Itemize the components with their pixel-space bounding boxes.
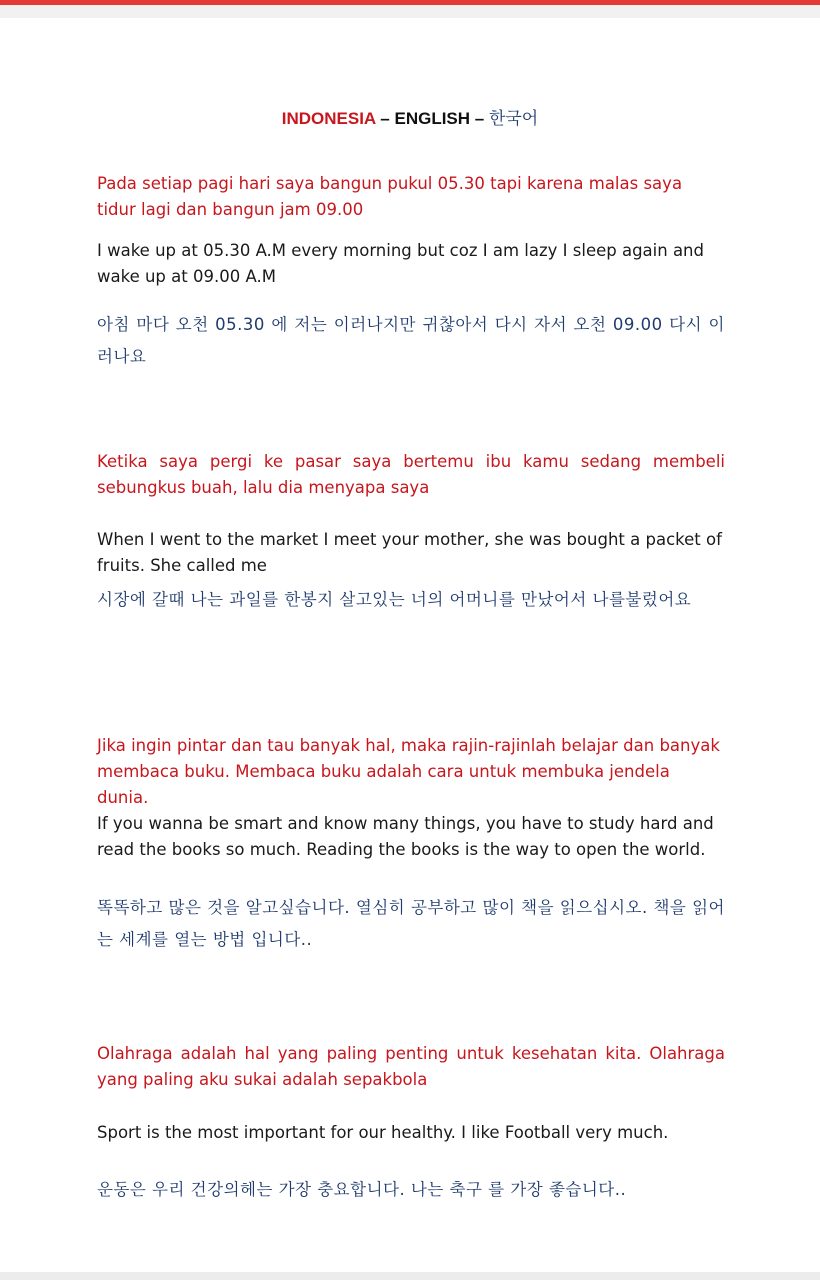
title-separator: – <box>375 109 395 128</box>
korean-text: 시장에 갈때 나는 과일를 한봉지 살고있는 너의 어머니를 만났어서 나를불렀어요 <box>97 590 692 609</box>
document-title <box>0 104 820 129</box>
title-english: ENGLISH <box>394 109 471 128</box>
korean-text: 운동은 우리 건강의헤는 가장 충요합니다. 나는 축구 를 가장 좋습니다.. <box>97 1180 627 1199</box>
title-separator: – <box>470 109 489 128</box>
english-text: Sport is the most important for our healthy. I like Football very much. <box>97 1123 669 1142</box>
title-indonesia: INDONESIA <box>281 109 376 128</box>
english-text: If you wanna be smart and know many things, you have to study hard and read the books so much. Reading the books is the way to open the world. <box>97 814 714 859</box>
indonesian-text: Olahraga adalah hal yang paling penting untuk kesehatan kita. Olahraga yang paling aku sukai adalah sepakbola <box>97 1044 725 1089</box>
english-text: When I went to the market I meet your mother, she was bought a packet of fruits. She called me <box>97 530 722 575</box>
korean-text: 똑똑하고 많은 것을 알고싶습니다. 열심히 공부하고 많이 책을 읽으십시오. 책을 읽어는 세계를 열는 방법 입니다.. <box>97 898 725 949</box>
title-korean: 한국어 <box>488 109 539 128</box>
indonesian-text: Pada setiap pagi hari saya bangun pukul 05.30 tapi karena malas saya tidur lagi dan bangun jam 09.00 <box>97 174 683 219</box>
indonesian-text: Jika ingin pintar dan tau banyak hal, maka rajin-rajinlah belajar dan banyak membaca buku. Membaca buku adalah cara untuk membuka jendela dunia. <box>97 736 720 807</box>
english-text: I wake up at 05.30 A.M every morning but coz I am lazy I sleep again and wake up at 09.00 A.M <box>97 241 704 286</box>
indonesian-text: Ketika saya pergi ke pasar saya bertemu ibu kamu sedang membeli sebungkus buah, lalu dia menyapa saya <box>97 452 725 497</box>
korean-text: 아침 마다 오천 05.30 에 저는 이러나지만 귀찮아서 다시 자서 오천 09.00 다시 이러나요 <box>97 315 725 366</box>
top-accent-bar <box>0 0 820 5</box>
page-bottom-edge <box>0 1272 820 1280</box>
